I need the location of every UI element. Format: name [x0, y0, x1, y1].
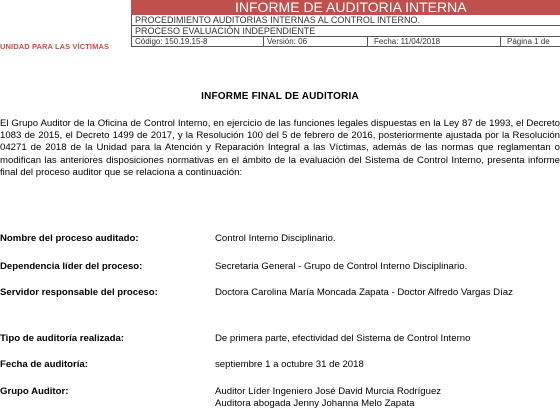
field-label: Dependencia líder del proceso:	[0, 261, 143, 272]
cell-divider	[367, 37, 368, 47]
document-date: Fecha: 11/04/2018	[374, 37, 441, 46]
field-value: Doctora Carolina María Moncada Zapata - Doctor Alfredo Vargas Díaz	[215, 287, 513, 298]
unidad-victimas-logo: UNIDAD PARA LAS VÍCTIMAS	[0, 42, 110, 51]
procedure-name: PROCEDIMIENTO AUDITORIAS INTERNAS AL CONTROL INTERNO.	[131, 15, 560, 26]
field-label: Nombre del proceso auditado:	[0, 233, 139, 244]
cell-divider	[263, 37, 264, 47]
page-number: Página 1 de	[507, 37, 550, 46]
intro-text: El Grupo Auditor de la Oficina de Control Interno, en ejercicio de las funciones legales dispuestas en la Ley 87 de 1993, el Decreto 1083 de 2015, el Decreto 1499 de 2017, y la Resolución 100 del 5 de febrero de 2016, posteriormente ajustada por la Resolución 04271 de 2018 de la Unidad para la Atención y Reparación Integral a las Víctimas, además de las normas que reglamentan o modifican las anteriores disposiciones normativas en el ámbito de la evaluación del Sistema de Control Interno, presenta informe final del proceso auditor que se relaciona a continuación:	[0, 118, 560, 178]
auditor-lead: Auditor Líder Ingeniero José David Murcia Rodríguez	[215, 386, 442, 397]
field-value: Secretaria General - Grupo de Control Interno Disciplinario.	[215, 261, 468, 272]
process-name: PROCESO EVALUACIÓN INDEPENDIENTE	[131, 26, 560, 37]
field-label: Fecha de auditoría:	[0, 359, 88, 370]
field-label: Tipo de auditoría realizada:	[0, 333, 125, 344]
field-value	[215, 386, 560, 410]
field-value: septiembre 1 a octubre 31 de 2018	[215, 359, 364, 370]
document-header	[131, 0, 560, 47]
field-label: Grupo Auditor:	[0, 386, 69, 397]
intro-paragraph	[0, 118, 560, 179]
document-code: Código: 150.19.15-8	[135, 37, 208, 46]
report-title: INFORME FINAL DE AUDITORIA	[201, 91, 359, 102]
cell-divider	[500, 37, 501, 47]
document-version: Versión: 06	[267, 37, 308, 46]
auditor-member: Auditora abogada Jenny Johanna Melo Zapata	[215, 398, 415, 409]
field-value: Control Interno Disciplinario.	[215, 233, 336, 244]
field-value: De primera parte, efectividad del Sistema de Control Interno	[215, 333, 471, 344]
field-label: Servidor responsable del proceso:	[0, 287, 158, 298]
report-type-title: INFORME DE AUDITORIA INTERNA	[131, 0, 560, 15]
document-metadata-row	[131, 37, 560, 47]
